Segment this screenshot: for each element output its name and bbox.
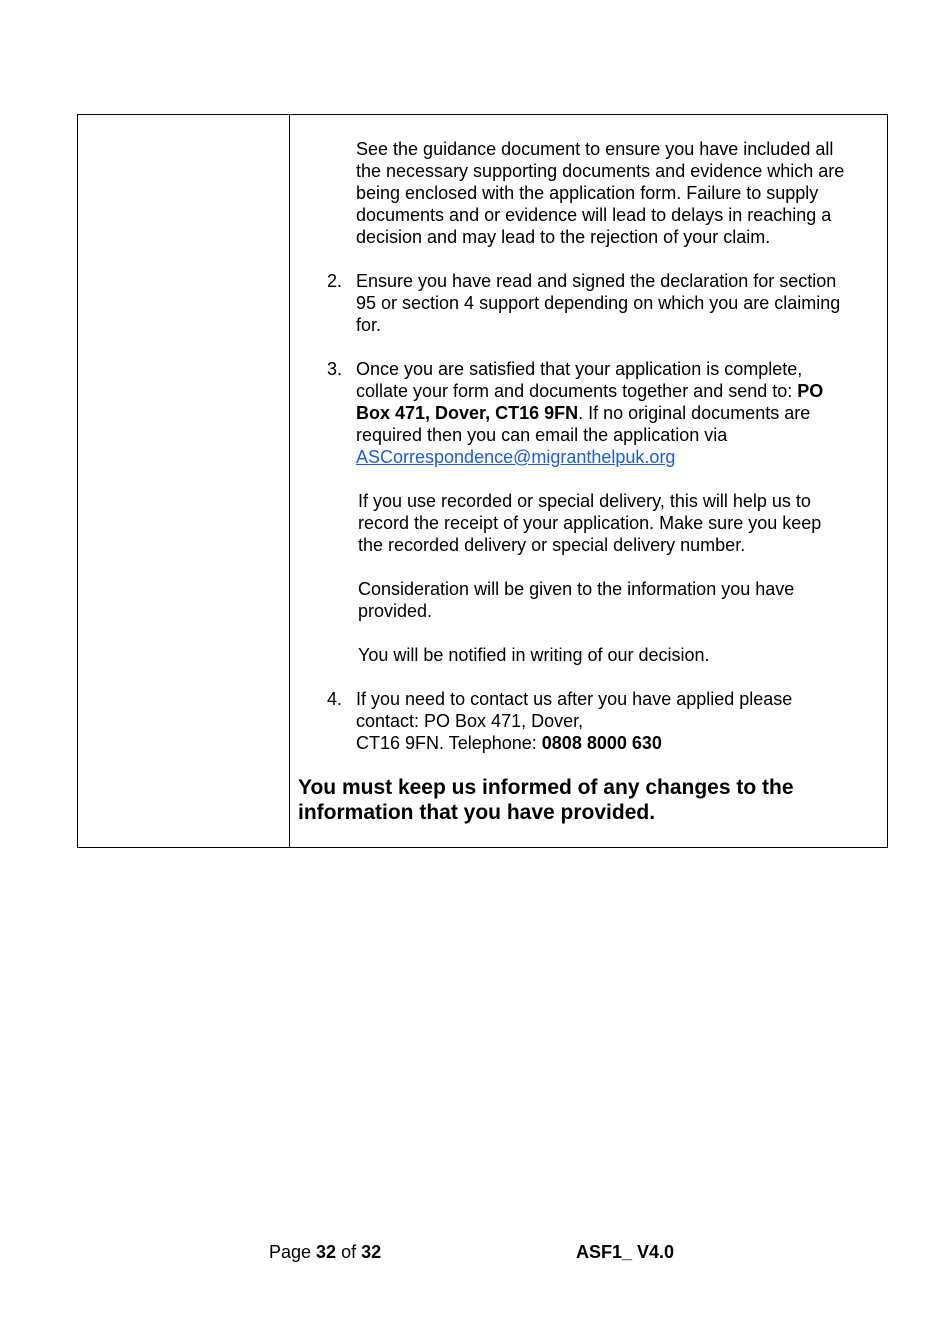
address-bold: Box 471, Dover, CT16 9FN (356, 403, 579, 423)
declaration-line: for. (356, 315, 382, 335)
page-word: Page (269, 1242, 317, 1262)
submission-line: Once you are satisfied that your application is complete, (356, 359, 803, 379)
consideration-paragraph (358, 578, 883, 622)
phone-number: 0808 8000 630 (541, 733, 662, 753)
consideration-line: provided. (358, 601, 433, 621)
contact-line: If you need to contact us after you have applied please (356, 689, 793, 709)
consideration-line: Consideration will be given to the information you have (358, 579, 795, 599)
guidance-paragraph (356, 138, 881, 248)
email-link[interactable]: ASCorrespondence@migranthelpuk.org (356, 447, 676, 467)
contact-line: contact: PO Box 471, Dover, (356, 711, 584, 731)
page-number (269, 1241, 381, 1263)
doc-code-text: ASF1_ V4.0 (576, 1242, 675, 1262)
guidance-line: decision and may lead to the rejection of your claim. (356, 227, 771, 247)
page-current: 32 (316, 1242, 337, 1262)
recorded-line: If you use recorded or special delivery, this will help us to (358, 491, 811, 511)
list-number-4: 4. (327, 689, 343, 709)
list-number-2: 2. (327, 271, 343, 291)
table-left-cell (78, 115, 289, 847)
submission-line (356, 380, 881, 402)
closing-line: You must keep us informed of any changes to the (298, 776, 794, 799)
guidance-line: being enclosed with the application form. Failure to supply (356, 183, 819, 203)
document-code (576, 1241, 674, 1263)
submission-line (356, 446, 881, 468)
closing-statement (298, 775, 878, 825)
contact-line (356, 732, 881, 754)
guidance-line: documents and or evidence will lead to delays in reaching a (356, 205, 832, 225)
recorded-delivery-paragraph (358, 490, 883, 556)
of-word: of (336, 1242, 362, 1262)
list-number-3: 3. (327, 359, 343, 379)
declaration-line: Ensure you have read and signed the declaration for section (356, 271, 837, 291)
submission-line: required then you can email the application via (356, 425, 728, 445)
notified-paragraph (358, 644, 883, 666)
closing-line: information that you have provided. (298, 801, 656, 824)
recorded-line: record the receipt of your application. Make sure you keep (358, 513, 822, 533)
declaration-paragraph (356, 270, 881, 336)
declaration-line: 95 or section 4 support depending on which you are claiming (356, 293, 841, 313)
contact-paragraph (356, 688, 881, 754)
page-total: 32 (361, 1242, 382, 1262)
submission-text: collate your form and documents together and send to: (356, 381, 798, 401)
guidance-line: See the guidance document to ensure you have included all (356, 139, 834, 159)
notified-line: You will be notified in writing of our decision. (358, 645, 710, 665)
address-bold: PO (797, 381, 824, 401)
submission-paragraph (356, 358, 881, 468)
contact-text: CT16 9FN. Telephone: (356, 733, 542, 753)
recorded-line: the recorded delivery or special delivery number. (358, 535, 746, 555)
submission-line (356, 402, 881, 424)
submission-text: . If no original documents are (578, 403, 811, 423)
table-column-divider (289, 115, 290, 847)
guidance-line: the necessary supporting documents and evidence which are (356, 161, 845, 181)
